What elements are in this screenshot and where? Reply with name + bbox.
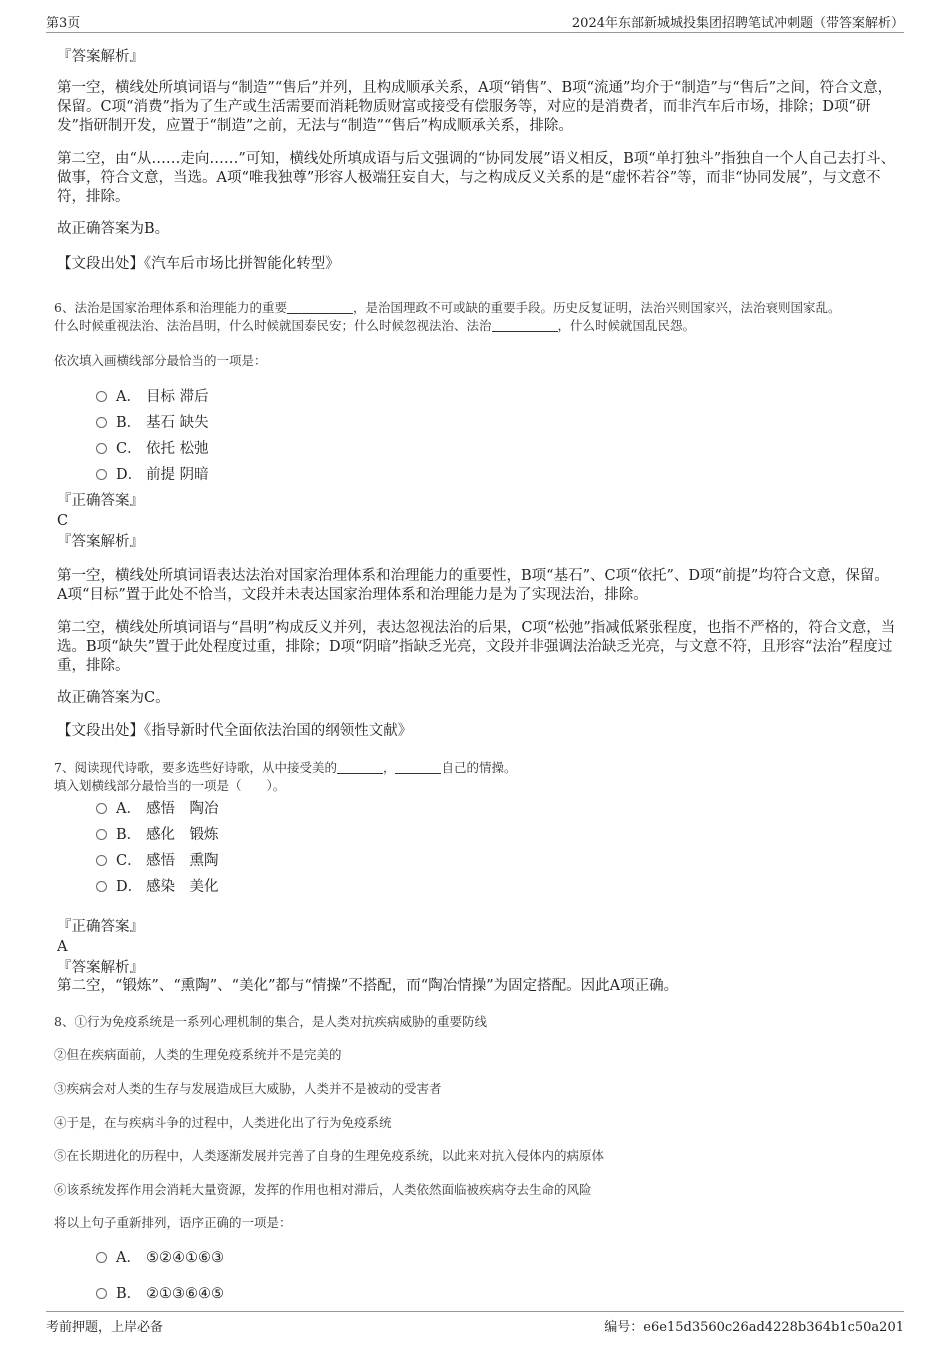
radio-icon[interactable] [96,417,107,428]
radio-icon[interactable] [96,881,107,892]
q6-option-c[interactable]: C． 依托 松弛 [96,439,209,459]
q5-source: 【文段出处】《汽车后市场比拼智能化转型》 [57,256,340,272]
q7-analysis-label: 『答案解析』 [57,960,144,976]
q7-option-d[interactable]: D． 感染 美化 [96,877,219,897]
q5-analysis-p2: 第二空，由“从……走向……”可知，横线处所填成语与后文强调的“协同发展”语义相反，B项“单打独斗”指独自一个人自己去打斗、做事，符合文意，当选。A项“唯我独尊”形容人极端狂妄自大，与之构成反义关系的是“虚怀若谷”等，而非“协同发展”，与文意不符，排除。 [57,151,896,205]
footer-slogan: 考前押题，上岸必备 [46,1320,164,1335]
document-title: 2024年东部新城城投集团招聘笔试冲刺题（带答案解析） [571,16,904,31]
q8-sentence-3: ③疾病会对人类的生存与发展造成巨大威胁，人类并不是被动的受害者 [54,1081,442,1096]
q8-option-b[interactable]: B． ②①③⑥④⑤ [96,1284,224,1304]
q5-analysis-p1: 第一空，横线处所填词语与“制造”“售后”并列，且构成顺承关系，A项“销售”、B项“流通”均介于“制造”与“售后”之间，符合文意，保留。C项“消费”指为了生产或生活需要而消耗物质财富或接受有偿服务等，对应的是消费者，而非汽车后市场，排除；D项“研发”指研制开发，应置于“制造”之前，无法与“制造”“售后”构成顺承关系，排除。 [57,80,893,134]
q6-conclusion: 故正确答案为C。 [57,690,170,706]
radio-icon[interactable] [96,443,107,454]
document-id: 编号：e6e15d3560c26ad4228b364b1c50a201 [604,1320,904,1335]
q6-analysis-p1: 第一空，横线处所填词语表达法治对国家治理体系和治理能力的重要性，B项“基石”、C项“依托”、D项“前提”均符合文意，保留。A项“目标”置于此处不恰当，文段并未表达国家治理体系和治理能力是为了实现法治，排除。 [57,568,889,603]
q6-source: 【文段出处】《指导新时代全面依法治国的纲领性文献》 [57,723,413,739]
radio-icon[interactable] [96,391,107,402]
page-footer [46,1311,904,1336]
q7-correct-answer: A [57,939,68,955]
q8-sentence-6: ⑥该系统发挥作用会消耗大量资源，发挥的作用也相对滞后，人类依然面临被疾病夺去生命的风险 [54,1182,592,1197]
q7-prompt: 填入划横线部分最恰当的一项是（ ）。 [54,778,286,793]
q8-option-a[interactable]: A． ⑤②④①⑥③ [96,1248,224,1268]
q5-conclusion: 故正确答案为B。 [57,221,170,237]
q6-blank-1 [287,300,353,314]
q6-stem-line2: 什么时候重视法治、法治昌明，什么时候就国泰民安；什么时候忽视法治、法治 ，什么时候就国乱民怨。 [54,318,696,333]
radio-icon[interactable] [96,1252,107,1263]
radio-icon[interactable] [96,803,107,814]
q6-prompt: 依次填入画横线部分最恰当的一项是： [54,353,267,368]
q8-sentence-1: 8、①行为免疫系统是一系列心理机制的集合，是人类对抗疾病威胁的重要防线 [54,1014,487,1029]
q8-sentence-4: ④于是，在与疾病斗争的过程中，人类进化出了行为免疫系统 [54,1115,392,1130]
q6-option-d[interactable]: D． 前提 阴暗 [96,465,209,485]
q6-stem-line1: 6、法治是国家治理体系和治理能力的重要 ，是治国理政不可或缺的重要手段。历史反复证明，法治兴则国家兴，法治衰则国家乱。 [54,300,841,315]
radio-icon[interactable] [96,469,107,480]
q5-analysis-label: 『答案解析』 [57,49,144,65]
page-header [46,10,904,33]
q8-sentence-5: ⑤在长期进化的历程中，人类逐渐发展并完善了自身的生理免疫系统，以此来对抗入侵体内的病原体 [54,1148,605,1163]
q6-option-a[interactable]: A． 目标 滞后 [96,387,209,407]
q7-stem: 7、阅读现代诗歌，要多选些好诗歌，从中接受美的 ， 自己的情操。 [54,760,517,775]
q7-blank-2 [395,760,441,774]
q7-option-b[interactable]: B． 感化 锻炼 [96,825,219,845]
page-number: 第3页 [46,16,81,31]
q6-analysis-p2: 第二空，横线处所填词语与“昌明”构成反义并列，表达忽视法治的后果，C项“松弛”指减低紧张程度，也指不严格的，符合文意，当选。B项“缺失”置于此处程度过重，排除；D项“阴暗”指缺乏光亮，文段并非强调法治缺乏光亮，与文意不符，且形容“法治”程度过重，排除。 [57,620,896,674]
q7-correct-label: 『正确答案』 [57,919,144,935]
q6-correct-answer: C [57,513,69,529]
q7-analysis: 第二空，“锻炼”、“熏陶”、“美化”都与“情操”不搭配，而“陶冶情操”为固定搭配。因此A项正确。 [57,978,679,994]
q6-option-b[interactable]: B． 基石 缺失 [96,413,209,433]
q8-sentence-2: ②但在疾病面前，人类的生理免疫系统并不是完美的 [54,1047,342,1062]
q7-blank-1 [337,760,383,774]
q7-option-c[interactable]: C． 感悟 熏陶 [96,851,219,871]
q6-blank-2 [492,318,558,332]
q6-analysis-label: 『答案解析』 [57,534,144,550]
q7-option-a[interactable]: A． 感悟 陶冶 [96,799,219,819]
radio-icon[interactable] [96,1288,107,1299]
radio-icon[interactable] [96,829,107,840]
radio-icon[interactable] [96,855,107,866]
q8-prompt: 将以上句子重新排列，语序正确的一项是： [54,1215,292,1230]
q6-correct-label: 『正确答案』 [57,493,144,509]
